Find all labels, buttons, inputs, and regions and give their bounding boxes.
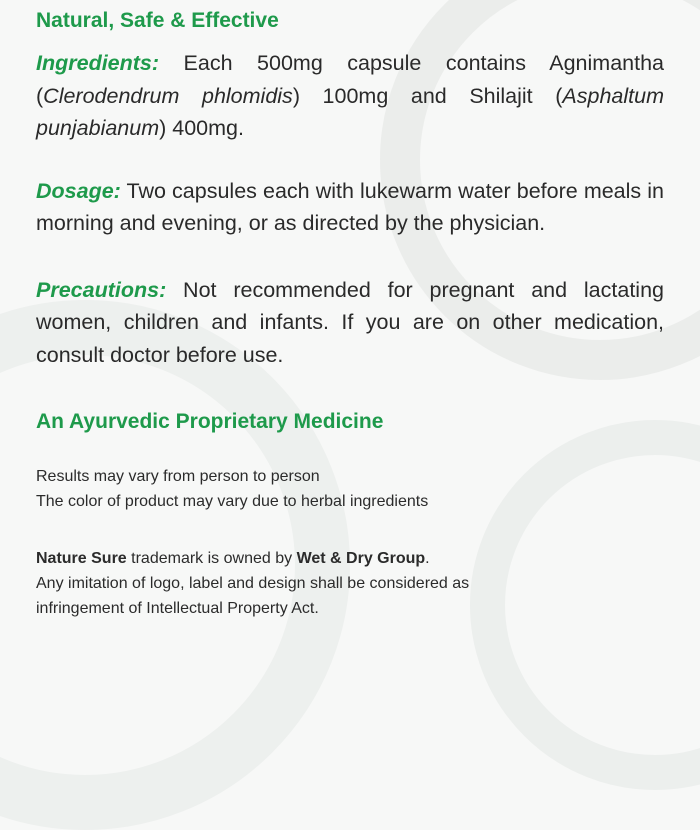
precautions-section [36,274,664,372]
note-line: Results may vary from person to person [36,468,320,486]
precautions-text: Not recommended for pregnant and lactating women, children and infants. If you are on other medication, consult doctor before use. [36,277,664,367]
ingredients-text-3: ) 400mg. [159,116,244,141]
note-line: The color of product may vary due to herbal ingredients [36,493,429,511]
trademark-text-2: . [425,550,430,568]
ingredients-text-2: ) 100mg and Shilajit ( [292,83,563,108]
trademark-text-1: trademark is owned by [126,550,297,568]
notes-block [36,464,664,514]
trademark-line [36,546,664,571]
brand-name: Nature Sure [36,550,127,568]
ingredients-latin-2: Asphaltum punjabianum [36,83,664,141]
ingredients-text-1: Each 500mg capsule contains Agnimantha ( [36,51,664,108]
page-title: Natural, Safe & Effective [36,9,279,32]
precautions-label: Precautions: [36,277,167,302]
trademark-block [36,546,664,621]
dosage-text: Two capsules each with lukewarm water before meals in morning and evening, or as directed by the physician. [36,178,664,236]
dosage-label: Dosage: [36,178,121,203]
dosage-section [36,175,664,240]
owner-name: Wet & Dry Group [296,550,426,568]
trademark-line: Any imitation of logo, label and design shall be considered as [36,575,470,593]
ingredients-section [36,47,664,145]
section-subtitle: An Ayurvedic Proprietary Medicine [36,410,384,434]
ingredients-latin-1: Clerodendrum phlomidis [43,83,293,108]
trademark-line: infringement of Intellectual Property Act. [36,600,319,618]
label-content [36,0,664,621]
ingredients-label: Ingredients: [36,51,160,76]
